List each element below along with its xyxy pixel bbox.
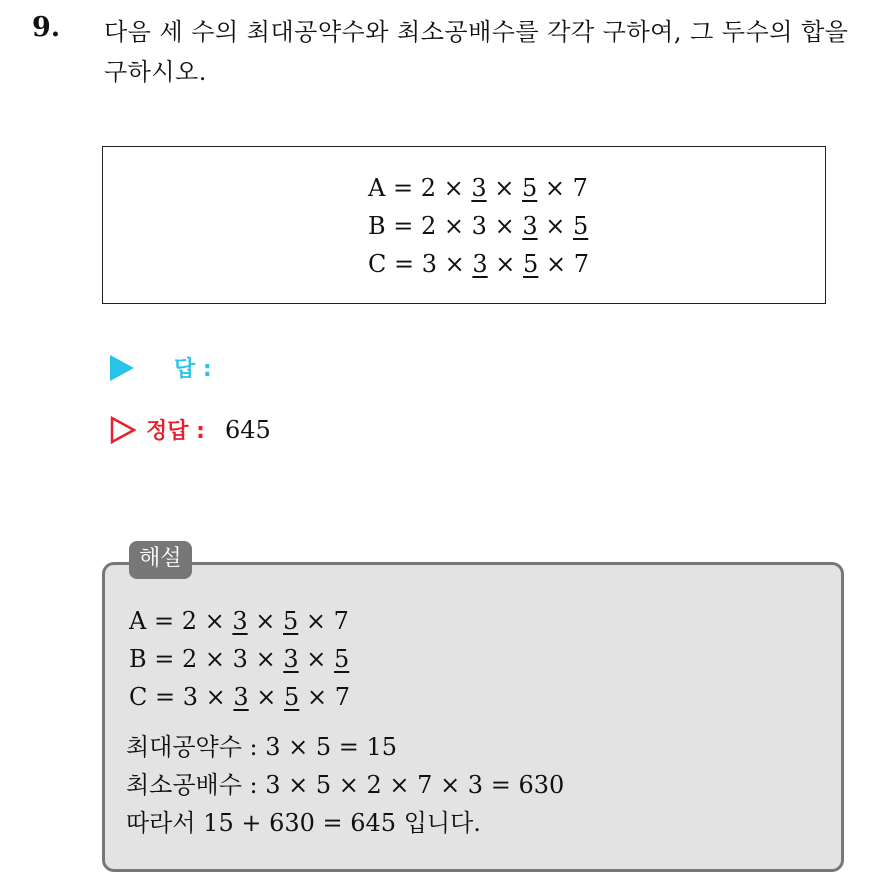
solution-label: 정답 : <box>146 419 205 444</box>
given-equation-b: B = 2 × 3 × 3 × 5 <box>368 212 589 240</box>
answer-row <box>110 352 212 383</box>
outline-triangle-right-icon <box>110 416 136 444</box>
lcm-line: 최소공배수 : 3 × 5 × 2 × 7 × 3 = 630 <box>126 771 565 799</box>
solution-value: 645 <box>224 415 271 444</box>
explanation-equation-c: C = 3 × 3 × 5 × 7 <box>129 683 350 711</box>
explanation-text <box>126 728 564 842</box>
explanation-equations <box>129 602 350 716</box>
explanation-equation-b: B = 2 × 3 × 3 × 5 <box>129 645 350 673</box>
solution-row <box>110 414 271 445</box>
explanation-equation-a: A = 2 × 3 × 5 × 7 <box>129 607 349 635</box>
question-number: 9. <box>32 12 61 43</box>
given-equations <box>368 169 589 283</box>
question-text: 다음 세 수의 최대공약수와 최소공배수를 각각 구하여, 그 두수의 합을 구하시오. <box>104 18 849 86</box>
given-box <box>102 146 826 304</box>
conclusion-line: 따라서 15 + 630 = 645 입니다. <box>126 809 481 837</box>
answer-label: 답 : <box>174 357 212 382</box>
explanation-tag: 해설 <box>129 541 192 579</box>
gcd-line: 최대공약수 : 3 × 5 = 15 <box>126 733 398 761</box>
given-equation-a: A = 2 × 3 × 5 × 7 <box>368 174 588 202</box>
given-equation-c: C = 3 × 3 × 5 × 7 <box>368 250 589 278</box>
filled-triangle-right-icon <box>110 355 134 381</box>
